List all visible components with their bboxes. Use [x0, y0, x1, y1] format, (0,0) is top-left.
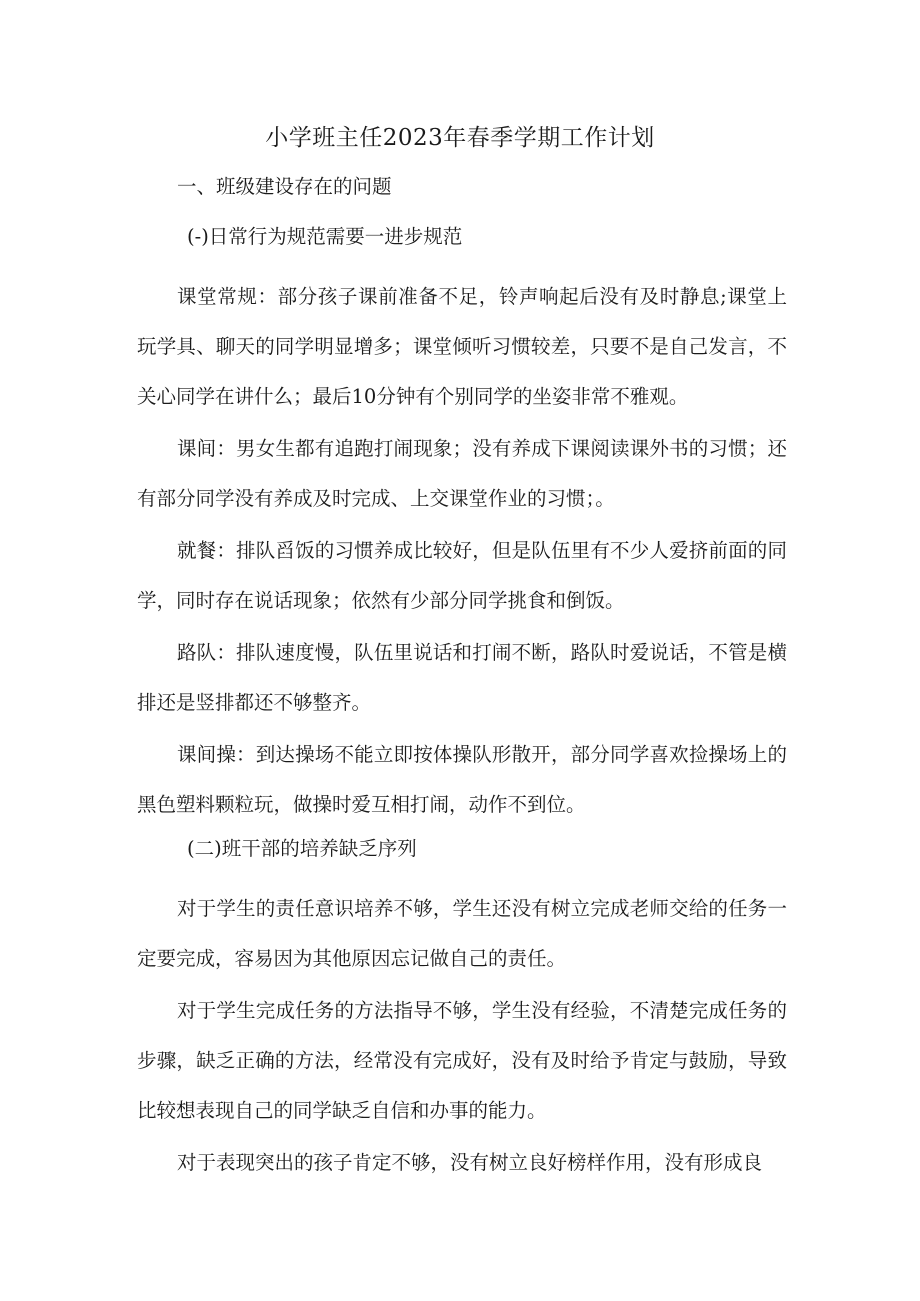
section-heading: 一、班级建设存在的问题 — [177, 175, 392, 198]
paragraph-classroom-rules: 课堂常规：部分孩子课前准备不足，铃声响起后没有及时静息;课堂上玩学具、聊天的同学明显增多；课堂倾听习惯较差，只要不是自己发言，不关心同学在讲什么；最后10分钟有个别同学的坐姿非常不雅观。 — [137, 285, 787, 408]
subsection-heading-2: (二)班干部的培养缺乏序列 — [187, 837, 417, 860]
paragraph-method-guidance: 对于学生完成任务的方法指导不够，学生没有经验，不清楚完成任务的步骤，缺乏正确的方法，经常没有完成好，没有及时给予肯定与鼓励，导致比较想表现自己的同学缺乏自信和办事的能力。 — [137, 999, 787, 1122]
document-title: 小学班主任2023年春季学期工作计划 — [265, 125, 655, 151]
paragraph-recognition: 对于表现突出的孩子肯定不够，没有树立良好榜样作用，没有形成良 — [177, 1151, 763, 1174]
paragraph-break-time: 课间：男女生都有追跑打闹现象；没有养成下课阅读课外书的习惯；还有部分同学没有养成及时完成、上交课堂作业的习惯；。 — [137, 437, 787, 510]
paragraph-exercise: 课间操：到达操场不能立即按体操队形散开，部分同学喜欢捡操场上的黑色塑料颗粒玩，做操时爱互相打闹，动作不到位。 — [137, 743, 787, 816]
document-body — [137, 170, 787, 1190]
paragraph-lineup: 路队：排队速度慢，队伍里说话和打闹不断，路队时爱说话，不管是横排还是竖排都还不够整齐。 — [137, 641, 787, 714]
paragraph-responsibility: 对于学生的责任意识培养不够，学生还没有树立完成老师交给的任务一定要完成，容易因为其他原因忘记做自己的责任。 — [137, 897, 787, 970]
paragraph-dining: 就餐：排队舀饭的习惯养成比较好，但是队伍里有不少人爱挤前面的同学，同时存在说话现象；依然有少部分同学挑食和倒饭。 — [137, 539, 787, 612]
subsection-heading-1: (-)日常行为规范需要一进步规范 — [187, 225, 463, 248]
